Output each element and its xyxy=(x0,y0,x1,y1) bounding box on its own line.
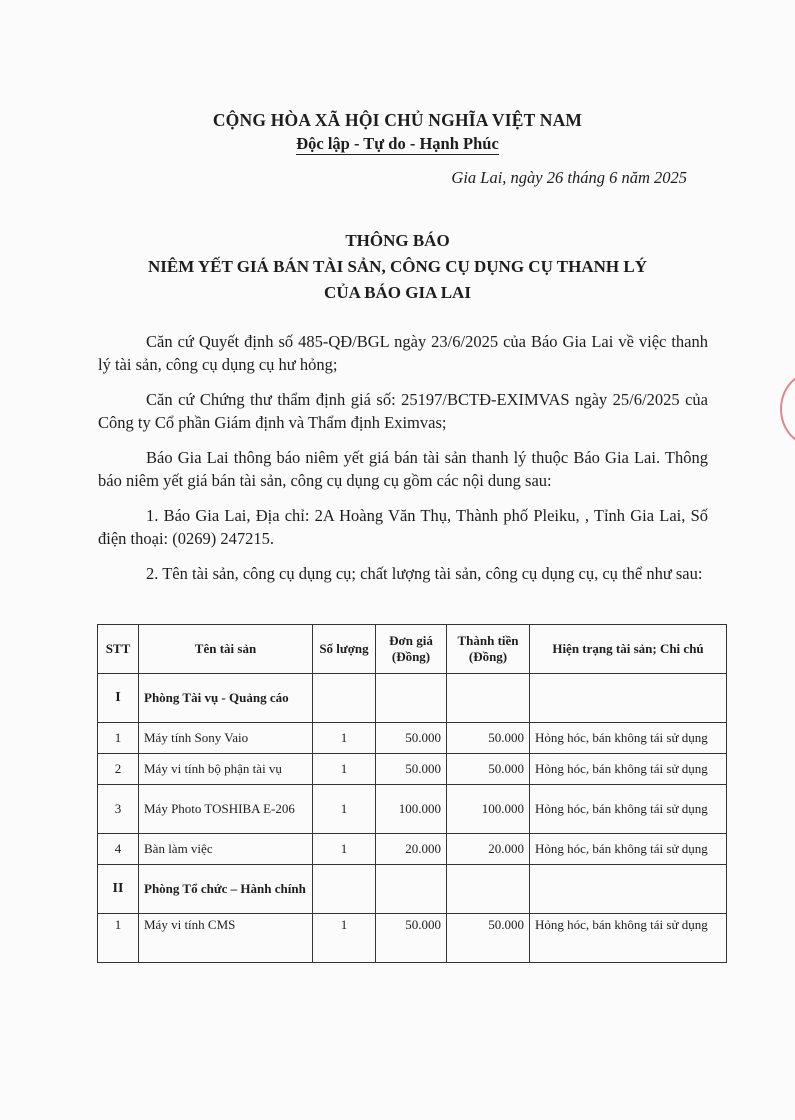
national-motto xyxy=(0,134,795,154)
asset-price-table xyxy=(97,624,727,963)
cell-status-note: Hỏng hóc, bán không tái sử dụng xyxy=(530,754,727,785)
cell-stt: 4 xyxy=(98,834,139,865)
group-name: Phòng Tổ chức – Hành chính xyxy=(139,865,313,914)
document-title xyxy=(0,228,795,306)
cell-quantity: 1 xyxy=(313,754,376,785)
cell-quantity: 1 xyxy=(313,834,376,865)
cell-unit-price: 20.000 xyxy=(376,834,447,865)
cell-asset-name: Máy Photo TOSHIBA E-206 xyxy=(139,785,313,834)
cell-stt: 1 xyxy=(98,914,139,963)
nation-name: CỘNG HÒA XÃ HỘI CHỦ NGHĨA VIỆT NAM xyxy=(212,110,583,130)
cell-status-note: Hỏng hóc, bán không tái sử dụng xyxy=(530,785,727,834)
cell-quantity: 1 xyxy=(313,914,376,963)
cell-asset-name: Bàn làm việc xyxy=(139,834,313,865)
table-row xyxy=(98,914,727,963)
cell-asset-name: Máy vi tính bộ phận tài vụ xyxy=(139,754,313,785)
header-unit-price: Đơn giá (Đồng) xyxy=(376,625,447,674)
title-line-1: THÔNG BÁO xyxy=(345,231,450,250)
national-header xyxy=(0,110,795,154)
cell-status-note: Hỏng hóc, bán không tái sử dụng xyxy=(530,723,727,754)
paragraph-asset-intro: 2. Tên tài sản, công cụ dụng cụ; chất lượng tài sản, công cụ dụng cụ, cụ thể như sau: xyxy=(146,564,703,583)
cell-asset-name: Máy vi tính CMS xyxy=(139,914,313,963)
header-total: Thành tiền (Đồng) xyxy=(447,625,530,674)
group-stt: II xyxy=(98,865,139,914)
cell-status-note: Hỏng hóc, bán không tái sử dụng xyxy=(530,914,727,963)
paragraph-address: 1. Báo Gia Lai, Địa chỉ: 2A Hoàng Văn Thụ, Thành phố Pleiku, , Tỉnh Gia Lai, Số điện thoại: (0269) 247215. xyxy=(98,506,708,548)
motto-text: Độc lập - Tự do - Hạnh Phúc xyxy=(296,134,499,153)
table-group-row xyxy=(98,865,727,914)
cell-unit-price: 50.000 xyxy=(376,723,447,754)
document-body xyxy=(98,330,708,597)
group-stt: I xyxy=(98,674,139,723)
cell-unit-price: 50.000 xyxy=(376,754,447,785)
cell-unit-price: 100.000 xyxy=(376,785,447,834)
paragraph-legal-basis-1: Căn cứ Quyết định số 485-QĐ/BGL ngày 23/6/2025 của Báo Gia Lai về việc thanh lý tài sản, công cụ dụng cụ hư hỏng; xyxy=(98,332,708,374)
cell-total: 50.000 xyxy=(447,754,530,785)
cell-total: 20.000 xyxy=(447,834,530,865)
table-row xyxy=(98,754,727,785)
paragraph-announcement: Báo Gia Lai thông báo niêm yết giá bán tài sản thanh lý thuộc Báo Gia Lai. Thông báo niêm yết giá bán tài sản, công cụ dụng cụ gồm các nội dung sau: xyxy=(98,448,708,490)
header-quantity: Số lượng xyxy=(313,625,376,674)
cell-total: 50.000 xyxy=(447,914,530,963)
header-status-note: Hiện trạng tài sản; Chi chú xyxy=(530,625,727,674)
paragraph-legal-basis-2: Căn cứ Chứng thư thẩm định giá số: 25197/BCTĐ-EXIMVAS ngày 25/6/2025 của Công ty Cổ phần Giám định và Thẩm định Eximvas; xyxy=(98,390,708,432)
cell-unit-price: 50.000 xyxy=(376,914,447,963)
title-line-2: NIÊM YẾT GIÁ BÁN TÀI SẢN, CÔNG CỤ DỤNG CỤ THANH LÝ xyxy=(147,257,648,276)
title-line-3: CỦA BÁO GIA LAI xyxy=(324,283,471,302)
cell-total: 50.000 xyxy=(447,723,530,754)
table-row xyxy=(98,723,727,754)
cell-status-note: Hỏng hóc, bán không tái sử dụng xyxy=(530,834,727,865)
header-asset-name: Tên tài sản xyxy=(139,625,313,674)
cell-asset-name: Máy tính Sony Vaio xyxy=(139,723,313,754)
table-group-row xyxy=(98,674,727,723)
cell-total: 100.000 xyxy=(447,785,530,834)
table-header-row xyxy=(98,625,727,674)
table-row xyxy=(98,834,727,865)
cell-stt: 3 xyxy=(98,785,139,834)
dateline: Gia Lai, ngày 26 tháng 6 năm 2025 xyxy=(451,168,687,187)
red-seal-stamp-partial xyxy=(780,372,795,446)
header-stt: STT xyxy=(98,625,139,674)
table-row xyxy=(98,785,727,834)
cell-quantity: 1 xyxy=(313,723,376,754)
cell-quantity: 1 xyxy=(313,785,376,834)
cell-stt: 2 xyxy=(98,754,139,785)
cell-stt: 1 xyxy=(98,723,139,754)
group-name: Phòng Tài vụ - Quảng cáo xyxy=(139,674,313,723)
